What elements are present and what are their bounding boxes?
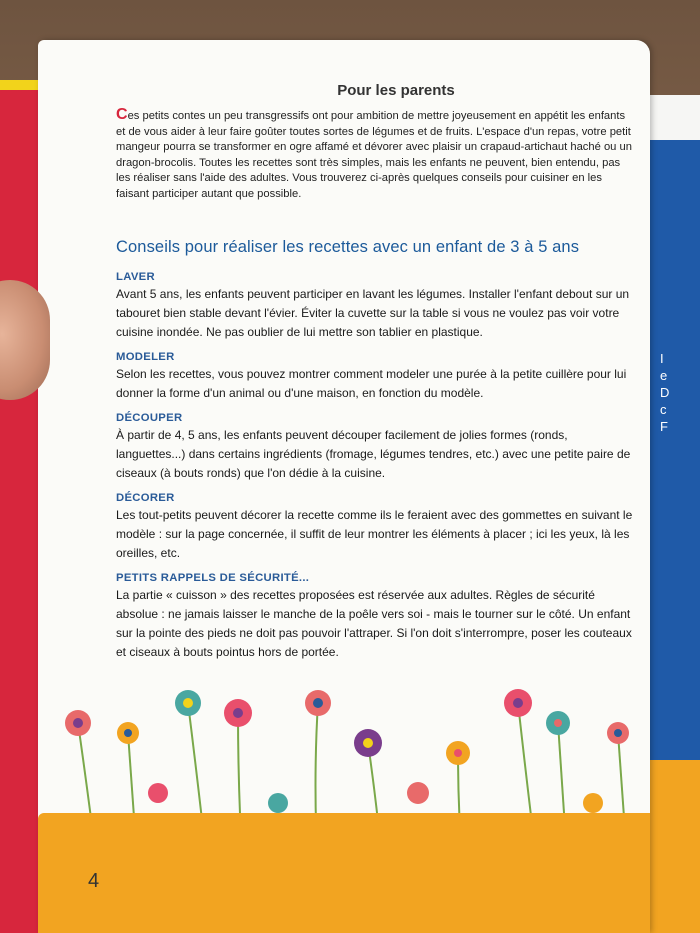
section-heading: PETITS RAPPELS DE SÉCURITÉ... bbox=[116, 572, 310, 584]
flower-center bbox=[183, 698, 193, 708]
flower-center bbox=[614, 729, 622, 737]
flower-center bbox=[513, 698, 523, 708]
right-page-line: e bbox=[660, 368, 668, 383]
intro-text: es petits contes un peu transgressifs ont pour ambition de mettre joyeusement en appétit les enfants et de vous aider à leur faire goûter toutes sortes de légumes et de fruits. L'espace d'un repas, votre petit mangeur pourra se transformer en ogre affamé et dévorer avec plaisir un crapaud-artichaut haché ou un dragon-brocolis. Toutes les recettes sont très simples, mais les enfants ne peuvent, bien entendu, pas les réaliser sans l'aide des adultes. Vous trouverez ci-après quelques conseils pour cuisiner en les faisant participer autant que possible. bbox=[116, 110, 632, 200]
section-text: La partie « cuisson » des recettes proposées est réservée aux adultes. Règles de sécurité absolue : ne jamais laisser le manche de la poêle vers soi - mais le tourner sur le côté. Un enfant sur la pointe des pieds ne doit pas pouvoir l'attraper. Si l'on doit s'interrompre, poser les couteaux et ciseaux à bouts pointus hors de portée. bbox=[116, 588, 632, 659]
section-text: À partir de 4, 5 ans, les enfants peuvent découper facilement de jolies formes (ronds, languettes...) dans certains ingrédients (fromage, légumes tendres, etc.) avec une petite paire de ciseaux (à bouts ronds) que l'on dédie à la cuisine. bbox=[116, 428, 631, 480]
page-number: 4 bbox=[88, 870, 100, 892]
flower-center bbox=[233, 708, 243, 718]
section-modeler bbox=[116, 351, 636, 403]
flower bbox=[268, 793, 288, 813]
flower bbox=[148, 783, 168, 803]
dropcap: C bbox=[116, 106, 128, 123]
section-heading: DÉCOUPER bbox=[116, 412, 183, 424]
section-heading: DÉCORER bbox=[116, 492, 175, 504]
right-page-line: D bbox=[660, 385, 670, 400]
book-page bbox=[38, 40, 650, 933]
flower-center bbox=[73, 718, 83, 728]
section-decorer bbox=[116, 492, 636, 563]
thumb bbox=[0, 280, 50, 400]
flower-center bbox=[554, 719, 562, 727]
flower-center bbox=[124, 729, 132, 737]
section-decouper bbox=[116, 412, 636, 483]
flower bbox=[583, 793, 603, 813]
section-securite bbox=[116, 572, 636, 662]
right-page-line: I bbox=[660, 351, 664, 366]
flower-heads bbox=[65, 689, 629, 813]
right-page-line: F bbox=[660, 419, 668, 434]
flower-center bbox=[313, 698, 323, 708]
section-text: Les tout-petits peuvent décorer la recette comme ils le feraient avec des gommettes en suivant le modèle : sur la page concernée, il suffit de leur montrer les éléments à placer ; ici les yeux, là les oreilles, etc. bbox=[116, 508, 633, 560]
parents-title: Pour les parents bbox=[337, 82, 455, 99]
section-laver bbox=[116, 271, 636, 342]
intro-paragraph bbox=[116, 107, 636, 202]
page-footer-band bbox=[38, 813, 650, 933]
flower-center bbox=[454, 749, 462, 757]
section-text: Selon les recettes, vous pouvez montrer comment modeler une purée à la petite cuillère pour lui donner la forme d'un animal ou d'une maison, en fonction du modèle. bbox=[116, 367, 627, 400]
flower-center bbox=[363, 738, 373, 748]
right-page-text bbox=[660, 350, 680, 435]
conseils-title: Conseils pour réaliser les recettes avec un enfant de 3 à 5 ans bbox=[116, 238, 580, 256]
right-page-line: c bbox=[660, 402, 667, 417]
flower bbox=[407, 782, 429, 804]
page-content bbox=[116, 82, 636, 671]
section-text: Avant 5 ans, les enfants peuvent participer en lavant les légumes. Installer l'enfant debout sur un tabouret bien stable devant l'évier. Éviter la cuvette sur la table si vous ne voulez pas voir votre cuisine inondée. Ne pas oublier de lui mettre son tablier en plastique. bbox=[116, 287, 630, 339]
book-cover-red bbox=[0, 90, 40, 933]
section-heading: MODELER bbox=[116, 351, 175, 363]
section-heading: LAVER bbox=[116, 271, 155, 283]
